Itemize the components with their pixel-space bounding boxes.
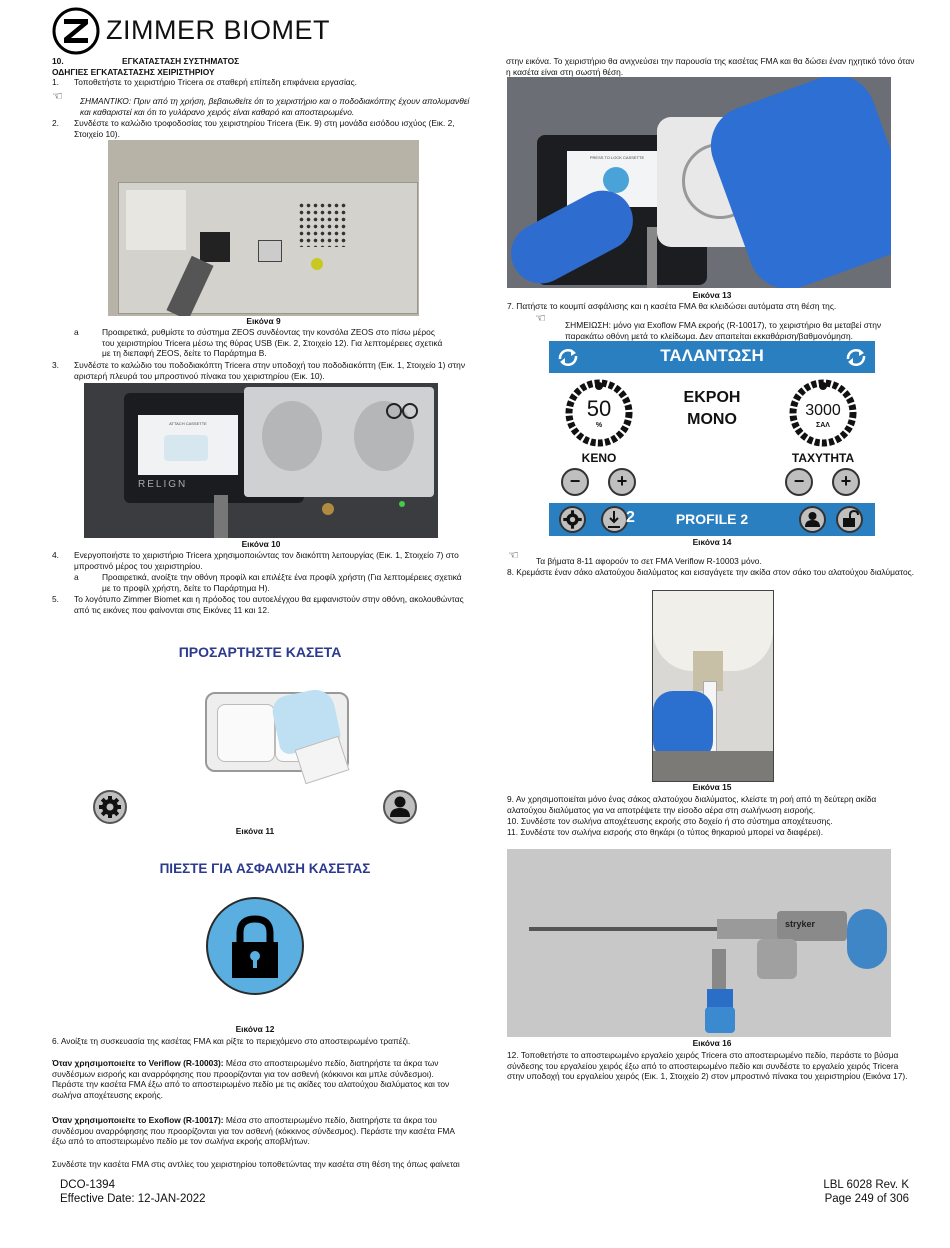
exoflow-paragraph	[52, 1115, 462, 1147]
figure-10-caption: Εικόνα 10	[241, 539, 281, 549]
screen-header-bar	[549, 341, 875, 373]
step-4a-letter: a	[74, 572, 79, 582]
step-4-text: Ενεργοποιήστε το χειριστήριο Tricera χρησιμοποιώντας τον διακόπτη λειτουργίας (Εικ. 1, Στοιχείο 7) στο μπροστινό μέρος του χειριστηρίου.	[74, 550, 459, 571]
pointing-hand-icon: ☜	[52, 89, 63, 103]
vacuum-minus-button[interactable]: −	[561, 468, 589, 496]
veriflow-steps-note: Τα βήματα 8-11 αφορούν το σετ FMA Veriflow R-10003 μόνο.	[536, 556, 762, 566]
step-2-text: Συνδέστε το καλώδιο τροφοδοσίας του χειριστηρίου Tricera (Εικ. 9) στη μονάδα εισόδου ισχύος (Εικ. 2, Στοιχείο 10).	[74, 118, 455, 139]
step-3-text: Συνδέστε το καλώδιο του ποδοδιακόπτη Tricera στην υποδοχή του ποδοδιακόπτη (Εικ. 1, Στοιχείο 1) στην αριστερή πλευρά του μπροστινού πίνακα του χειριστηρίου (Εικ. 10).	[74, 360, 466, 381]
cycle-right-icon[interactable]	[843, 347, 869, 367]
speed-minus-button[interactable]: −	[785, 468, 813, 496]
pointing-hand-note-icon: ☜	[535, 311, 546, 325]
step-2a-letter: a	[74, 327, 79, 337]
step-2-number: 2.	[52, 118, 59, 128]
figure-14-screen	[549, 341, 875, 536]
exoflow-text: Μέσα στο αποστειρωμένο πεδίο, διατηρήστε τα άκρα του συνδέσμου αναρρόφησης που προορίζονται για τον ασθενή (κόκκινος σύνδεσμος). Περάστε την κασέτα FMA έξω από το αποστειρωμένο πεδίο με τον σωλήνα εκροής αποβλήτων.	[52, 1115, 455, 1147]
outflow-only-line2: ΜΟΝΟ	[687, 411, 737, 428]
lock-button-icon[interactable]	[206, 897, 304, 995]
step-8-text: 8. Κρεμάστε έναν σάκο αλατούχου διαλύματος και εισαγάγετε την ακίδα στον σάκο του αλατούχου διαλύματος.	[507, 567, 914, 577]
step-7-text: 7. Πατήστε το κουμπί ασφάλισης και η κασέτα FMA θα κλειδώσει αυτόματα στη θέση της.	[507, 301, 837, 311]
figure-13-image	[507, 77, 891, 288]
footer-user-icon[interactable]	[799, 506, 826, 533]
step-12-text: 12. Τοποθετήστε το αποστειρωμένο εργαλείο χειρός Tricera στο αποστειρωμένο πεδίο, περάστε το βύσμα σύνδεσης του εργαλείου χειρός έξω από το αποστειρωμένο πεδίο και συνδέστε το εργαλείο χειρός Tricera στην υποδοχή του εργαλείου χειρός (Εικ. 1, Στοιχείο 2) στον μπροστινό πίνακα του χειριστηρίου (Εικόνα 17).	[507, 1050, 908, 1082]
figure-9-caption: Εικόνα 9	[246, 316, 281, 326]
step-11-text: 11. Συνδέστε τον σωλήνα εισροής στο θηκάρι (ο τύπος θηκαριού μπορεί να διαφέρει).	[507, 827, 824, 837]
step-6-text: 6. Ανοίξτε τη συσκευασία της κασέτας FMA και ρίξτε το περιεχόμενο στο αποστειρωμένο τραπέζι.	[52, 1036, 411, 1046]
footer-dco: DCO-1394	[60, 1179, 115, 1191]
footer-footswitch-icon[interactable]	[601, 506, 628, 533]
step-10-text: 10. Συνδέστε τον σωλήνα αποχέτευσης εκροής στο δοχείο ή στο σύστημα αποχέτευσης.	[507, 816, 833, 826]
step-2a-text: Προαιρετικά, ρυθμίστε το σύστημα ZEOS συνδέοντας την κονσόλα ZEOS στο πίσω μέρος του χειριστηρίου Tricera μέσω της θύρας USB (Εικ. 2, Στοιχείο 12). Για λεπτομέρειες σχετικά με τη διεπαφή ZEOS, δείτε το Παράρτημα Β.	[102, 327, 443, 359]
vacuum-value: 50	[586, 396, 612, 421]
figure-16-caption: Εικόνα 16	[692, 1038, 732, 1048]
footer-unlock-icon[interactable]	[836, 506, 863, 533]
screen-footer-bar	[549, 503, 875, 536]
figure-10-brand: RELIGN	[138, 479, 188, 490]
vacuum-unit: %	[595, 422, 603, 429]
settings-gear-icon[interactable]	[93, 790, 127, 824]
footer-settings-icon[interactable]	[559, 506, 586, 533]
profile-number: 2	[626, 509, 635, 526]
footer-label-rev: LBL 6028 Rev. K	[823, 1179, 909, 1191]
figure-15-caption: Εικόνα 15	[692, 782, 732, 792]
step-1-number: 1.	[52, 77, 59, 87]
section-number: 10.	[52, 56, 64, 66]
step-5-number: 5.	[52, 594, 59, 604]
veriflow-heading: Όταν χρησιμοποιείτε το Veriflow (R-10003):	[52, 1058, 224, 1068]
user-profile-icon[interactable]	[383, 790, 417, 824]
figure-15-image	[652, 590, 774, 782]
pointing-hand-note-icon-2: ☜	[508, 548, 519, 562]
important-note: ΣΗΜΑΝΤΙΚΟ: Πριν από τη χρήση, βεβαιωθείτε ότι το χειριστήριο και ο ποδοδιακόπτης έχουν απολυμανθεί και καθαριστεί και ότι το γυλάρανο χειρός είναι καθαρό και αποστειρωμένο.	[80, 96, 470, 117]
company-logo	[52, 7, 330, 55]
section-title: ΕΓΚΑΤΑΣΤΑΣΗ ΣΥΣΤΗΜΑΤΟΣ	[122, 56, 240, 66]
footer-effective-date: Effective Date: 12-JAN-2022	[60, 1193, 206, 1205]
figure-12-caption: Εικόνα 12	[235, 1024, 275, 1034]
exoflow-note: ΣΗΜΕΙΩΣΗ: μόνο για Exoflow FMA εκροής (R-10017), το χειριστήριο θα μεταβεί στην παρακάτω οθόνη μετά το κλείδωμα. Δεν απαιτείται εκκαθάριση/βαθμονόμηση.	[565, 320, 882, 341]
step-3-number: 3.	[52, 360, 59, 370]
figure-12-title: ΠΙΕΣΤΕ ΓΙΑ ΑΣΦΑΛΙΣΗ ΚΑΣΕΤΑΣ	[159, 861, 371, 876]
figure-10-screen-text: ATTACH CASSETTE	[169, 421, 207, 426]
figure-11-title: ΠΡΟΣΑΡΤΗΣΤΕ ΚΑΣΕΤΑ	[178, 644, 342, 660]
veriflow-text: Μέσα στο αποστειρωμένο πεδίο, διατηρήστε τα άκρα των συνδέσμων εισροής και αναρρόφησης που προορίζονται για τον ασθενή (κόκκινοι και μπλε σύνδεσμοι). Περάστε την κασέτα FMA έξω από το αποστειρωμένο πεδίο με τις ακίδες του αλατούχου διαλύματος και τον σωλήνα αποχέτευσης εκροής.	[52, 1058, 450, 1100]
figure-13-screen-text: PRESS TO LOCK CASSETTE	[589, 155, 645, 160]
outflow-only-line1: ΕΚΡΟΗ	[683, 389, 741, 406]
speed-unit: ΣΑΛ	[816, 422, 830, 429]
company-name: ZIMMER BIOMET	[106, 15, 330, 45]
zimmer-z-logo-icon	[52, 7, 100, 55]
speed-plus-button[interactable]: +	[832, 468, 860, 496]
stryker-brand: stryker	[785, 919, 816, 929]
figure-16-image	[507, 849, 891, 1037]
section-subtitle: ΟΔΗΓΙΕΣ ΕΓΚΑΤΑΣΤΑΣΗΣ ΧΕΙΡΙΣΤΗΡΙΟΥ	[52, 67, 215, 77]
figure-10-image	[84, 383, 438, 538]
profile-label: PROFILE 2	[675, 511, 749, 527]
step-5-text: Το λογότυπο Zimmer Biomet και η πρόοδος του αυτοελέγχου θα εμφανιστούν στην οθόνη, ακολουθώντας από τις εικόνες που φαίνονται στις Εικόνες 11 και 12.	[74, 594, 464, 615]
connect-cassette-text: Συνδέστε την κασέτα FMA στις αντλίες του χειριστηρίου τοποθετώντας την κασέτα στη θέση της όπως φαίνεται	[52, 1159, 460, 1169]
figure-11-caption: Εικόνα 11	[235, 826, 275, 836]
figure-13-caption: Εικόνα 13	[692, 290, 732, 300]
vacuum-label: ΚΕΝΟ	[581, 451, 617, 465]
figure-9-image	[108, 140, 419, 316]
continued-text: στην εικόνα. Το χειριστήριο θα ανιχνεύσει την παρουσία της κασέτας FMA και θα δώσει έναν ηχητικό τόνο όταν η κασέτα είναι στη σωστή θέση.	[506, 56, 915, 77]
figure-14-caption: Εικόνα 14	[692, 537, 732, 547]
veriflow-paragraph	[52, 1058, 462, 1100]
step-4a-text: Προαιρετικά, ανοίξτε την οθόνη προφίλ και επιλέξτε ένα προφίλ χρήστη (Για λεπτομέρειες σχετικά με το προφίλ χρήστη, δείτε το Παράρτημα Η).	[102, 572, 462, 593]
oscillation-title: ΤΑΛΑΝΤΩΣΗ	[660, 346, 764, 365]
figure-11-cassette-illustration	[175, 678, 360, 788]
exoflow-heading: Όταν χρησιμοποιείτε το Exoflow (R-10017):	[52, 1115, 224, 1125]
step-1-text: Τοποθετήστε το χειριστήριο Tricera σε σταθερή επίπεδη επιφάνεια εργασίας.	[74, 77, 358, 87]
footer-page-number: Page 249 of 306	[824, 1193, 909, 1205]
speed-value: 3000	[805, 402, 841, 419]
step-9-text: 9. Αν χρησιμοποιείται μόνο ένας σάκος αλατούχου διαλύματος, κλείστε τη ροή από τη δεύτερη ακίδα αλατούχου διαλύματος για να αποτρέψετε την είσοδο αέρα στη σωλήνωση εισροής.	[507, 794, 877, 815]
vacuum-plus-button[interactable]: +	[608, 468, 636, 496]
speed-label: ΤΑΧΥΤΗΤΑ	[791, 451, 855, 465]
step-4-number: 4.	[52, 550, 59, 560]
